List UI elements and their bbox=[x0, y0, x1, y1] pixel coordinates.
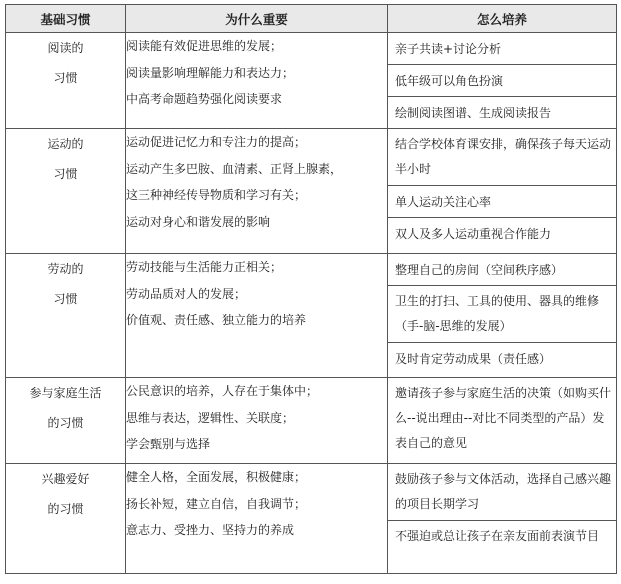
how-cell bbox=[388, 378, 617, 464]
habit-cell: 参与家庭生活 的习惯 bbox=[6, 378, 126, 464]
habit-cell: 阅读的 习惯 bbox=[6, 33, 126, 129]
why-cell: 公民意识的培养，人存在于集体中； 思维与表达，逻辑性、关联度； 学会甄别与选择 bbox=[126, 378, 388, 464]
table-row bbox=[6, 378, 617, 464]
header-why: 为什么重要 bbox=[126, 5, 388, 33]
habit-cell: 运动的 习惯 bbox=[6, 129, 126, 254]
how-cell bbox=[388, 129, 617, 254]
how-item: 及时肯定劳动成果（责任感） bbox=[395, 352, 552, 366]
how-item: 单人运动关注心率 bbox=[388, 186, 616, 218]
header-how: 怎么培养 bbox=[388, 5, 617, 33]
how-item: 邀请孩子参与家庭生活的决策（如购买什么--说出理由--对比不同类型的产品）发表自己的意见 bbox=[395, 386, 612, 450]
why-cell: 劳动技能与生活能力正相关； 劳动品质对人的发展； 价值观、责任感、独立能力的培养 bbox=[126, 254, 388, 378]
how-item: 低年级可以角色扮演 bbox=[388, 65, 616, 97]
how-item: 整理自己的房间（空间秩序感） bbox=[388, 254, 616, 286]
header-row bbox=[6, 5, 617, 33]
habit-cell: 兴趣爱好 的习惯 bbox=[6, 464, 126, 574]
how-item: 亲子共读+讨论分析 bbox=[388, 33, 616, 65]
habits-table bbox=[5, 4, 617, 574]
how-item: 不强迫或总让孩子在亲友面前表演节目 bbox=[395, 529, 600, 543]
how-item: 双人及多人运动重视合作能力 bbox=[395, 227, 552, 241]
why-cell: 运动促进记忆力和专注力的提高； 运动产生多巴胺、血清素、正肾上腺素， 这三种神经传导物质和学习有关； 运动对身心和谐发展的影响 bbox=[126, 129, 388, 254]
how-item: 鼓励孩子参与文体活动，选择自己感兴趣的项目长期学习 bbox=[388, 464, 616, 521]
table-row bbox=[6, 33, 617, 129]
how-item: 绘制阅读图谱、生成阅读报告 bbox=[395, 106, 552, 120]
how-item: 结合学校体育课安排，确保孩子每天运动半小时 bbox=[388, 129, 616, 186]
how-cell bbox=[388, 33, 617, 129]
table-row bbox=[6, 254, 617, 378]
why-cell: 阅读能有效促进思维的发展； 阅读量影响理解能力和表达力； 中高考命题趋势强化阅读要求 bbox=[126, 33, 388, 129]
how-item: 卫生的打扫、工具的使用、器具的维修（手-脑-思维的发展） bbox=[388, 286, 616, 343]
table-row bbox=[6, 129, 617, 254]
how-cell bbox=[388, 464, 617, 574]
habit-cell: 劳动的 习惯 bbox=[6, 254, 126, 378]
how-cell bbox=[388, 254, 617, 378]
why-cell: 健全人格，全面发展，积极健康； 扬长补短，建立自信，自我调节； 意志力、受挫力、坚持力的养成 bbox=[126, 464, 388, 574]
table-row bbox=[6, 464, 617, 574]
header-habit: 基础习惯 bbox=[6, 5, 126, 33]
